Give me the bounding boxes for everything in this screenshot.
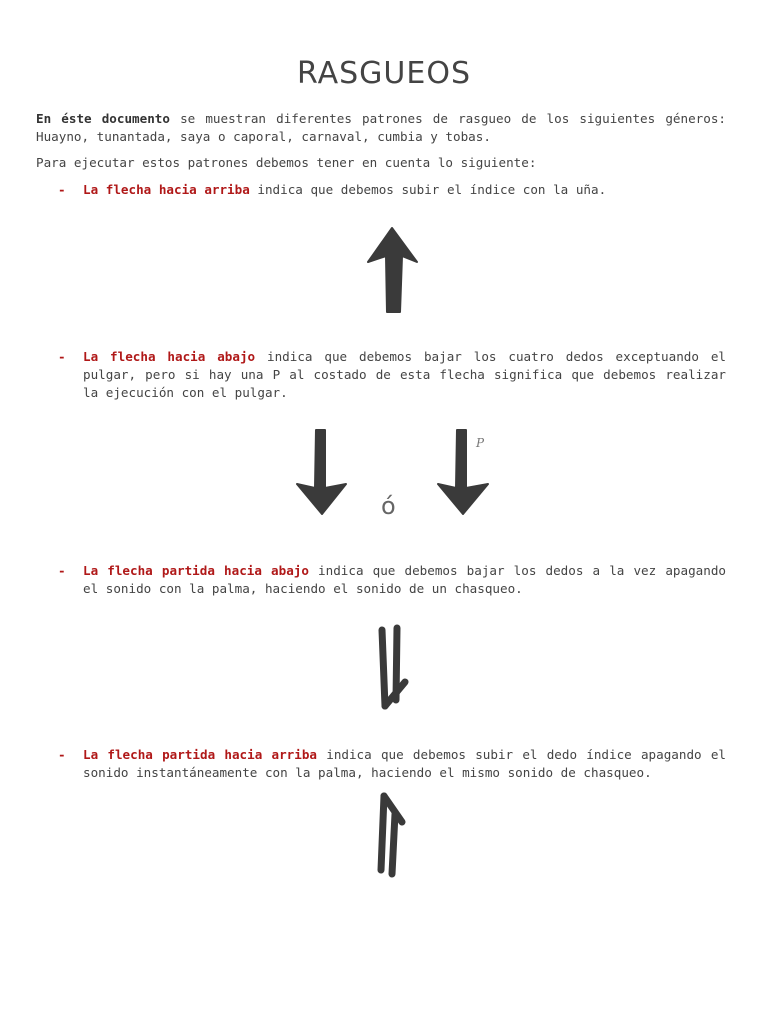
arrow-up-icon — [368, 228, 417, 312]
bullet-dash: - — [58, 747, 66, 762]
item-key: La flecha hacia abajo — [83, 349, 256, 364]
or-label: ó — [381, 492, 396, 520]
intro-text: se muestran diferentes patrones de rasgueo de los siguientes géneros: Huayno, tunantada, saya o caporal, carnaval, cumbia y tobas. — [36, 111, 726, 144]
item-text: indica que debemos bajar los dedos a la vez apagando el sonido con la palma, haciendo el sonido de un chasqueo. — [83, 563, 726, 596]
page-title: RASGUEOS — [296, 56, 471, 91]
thumb-p-label: P — [476, 436, 485, 450]
item-text: indica que debemos bajar los cuatro dedos exceptuando el pulgar, pero si hay una P al costado de esta flecha significa que debemos realizar la ejecución con el pulgar. — [83, 349, 726, 400]
item-key: La flecha hacia arriba — [83, 182, 250, 197]
item-key: La flecha partida hacia abajo — [83, 563, 309, 578]
split-arrow-up-icon — [381, 796, 402, 874]
intro-lead: En éste documento — [36, 111, 170, 126]
bullet-dash: - — [58, 182, 66, 197]
item-text: indica que debemos subir el dedo índice apagando el sonido instantáneamente con la palma, haciendo el mismo sonido de chasqueo. — [83, 747, 726, 780]
bullet-dash: - — [58, 349, 66, 364]
arrow-down-icon — [297, 430, 346, 514]
note-paragraph: Para ejecutar estos patrones debemos tener en cuenta lo siguiente: — [36, 155, 537, 170]
split-arrow-down-icon — [382, 628, 405, 706]
item-text: indica que debemos subir el índice con la uña. — [249, 182, 607, 197]
item-key: La flecha partida hacia arriba — [83, 747, 318, 762]
bullet-dash: - — [58, 563, 66, 578]
